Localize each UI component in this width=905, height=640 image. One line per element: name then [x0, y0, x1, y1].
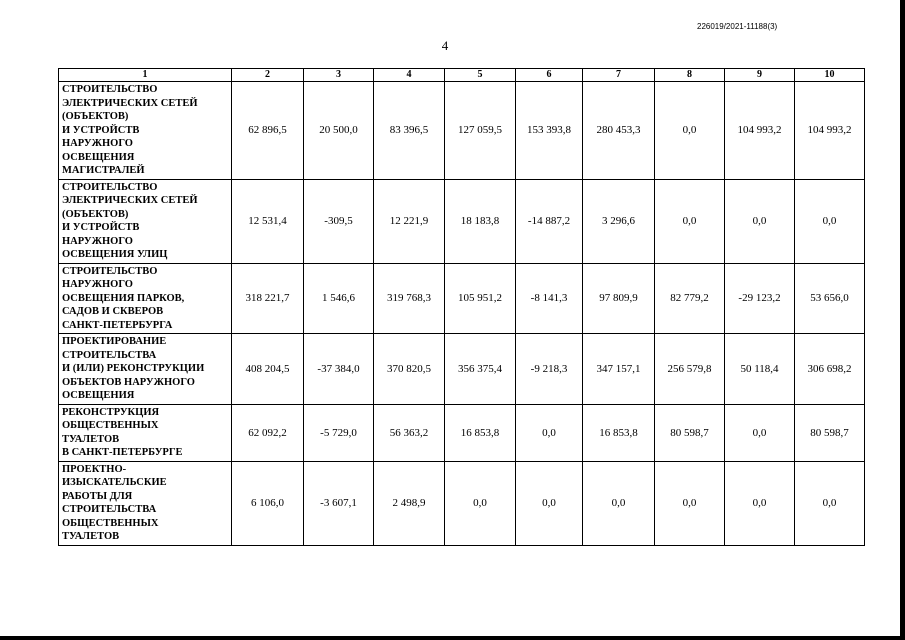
value-cell: 319 768,3: [374, 263, 445, 334]
value-cell: 408 204,5: [232, 334, 304, 405]
table-row: [59, 179, 865, 263]
row-name-cell: РЕКОНСТРУКЦИЯ ОБЩЕСТВЕННЫХ ТУАЛЕТОВ В САНКТ-ПЕТЕРБУРГЕ: [59, 404, 232, 461]
value-cell: 20 500,0: [304, 82, 374, 180]
value-cell: 62 092,2: [232, 404, 304, 461]
column-header: 6: [516, 69, 583, 82]
value-cell: -29 123,2: [725, 263, 795, 334]
value-cell: 0,0: [445, 461, 516, 545]
value-cell: 0,0: [725, 404, 795, 461]
value-cell: -309,5: [304, 179, 374, 263]
column-header: 1: [59, 69, 232, 82]
value-cell: -14 887,2: [516, 179, 583, 263]
page-number: 4: [441, 38, 449, 53]
value-cell: 0,0: [655, 82, 725, 180]
column-header: 5: [445, 69, 516, 82]
value-cell: 0,0: [725, 179, 795, 263]
row-name-cell: ПРОЕКТИРОВАНИЕ СТРОИТЕЛЬСТВА И (ИЛИ) РЕКОНСТРУКЦИИ ОБЪЕКТОВ НАРУЖНОГО ОСВЕЩЕНИЯ: [59, 334, 232, 405]
column-header: 4: [374, 69, 445, 82]
column-header: 3: [304, 69, 374, 82]
value-cell: 16 853,8: [445, 404, 516, 461]
value-cell: 12 531,4: [232, 179, 304, 263]
value-cell: 2 498,9: [374, 461, 445, 545]
column-header: 7: [583, 69, 655, 82]
value-cell: -5 729,0: [304, 404, 374, 461]
value-cell: 347 157,1: [583, 334, 655, 405]
value-cell: 280 453,3: [583, 82, 655, 180]
value-cell: 105 951,2: [445, 263, 516, 334]
table-body: [59, 82, 865, 546]
scan-edge-right: [900, 0, 905, 640]
column-header: 9: [725, 69, 795, 82]
value-cell: 97 809,9: [583, 263, 655, 334]
value-cell: 62 896,5: [232, 82, 304, 180]
value-cell: 0,0: [795, 461, 865, 545]
row-name-cell: СТРОИТЕЛЬСТВО НАРУЖНОГО ОСВЕЩЕНИЯ ПАРКОВ, САДОВ И СКВЕРОВ САНКТ-ПЕТЕРБУРГА: [59, 263, 232, 334]
value-cell: 370 820,5: [374, 334, 445, 405]
value-cell: 3 296,6: [583, 179, 655, 263]
value-cell: 0,0: [725, 461, 795, 545]
value-cell: 53 656,0: [795, 263, 865, 334]
value-cell: -9 218,3: [516, 334, 583, 405]
value-cell: 6 106,0: [232, 461, 304, 545]
value-cell: 83 396,5: [374, 82, 445, 180]
value-cell: 0,0: [583, 461, 655, 545]
value-cell: -8 141,3: [516, 263, 583, 334]
value-cell: 12 221,9: [374, 179, 445, 263]
value-cell: -37 384,0: [304, 334, 374, 405]
value-cell: 318 221,7: [232, 263, 304, 334]
value-cell: 80 598,7: [655, 404, 725, 461]
scan-edge-bottom: [0, 636, 905, 640]
value-cell: 153 393,8: [516, 82, 583, 180]
table-row: [59, 82, 865, 180]
table-row: [59, 404, 865, 461]
value-cell: -3 607,1: [304, 461, 374, 545]
budget-table: [58, 68, 865, 546]
value-cell: 18 183,8: [445, 179, 516, 263]
value-cell: 56 363,2: [374, 404, 445, 461]
value-cell: 127 059,5: [445, 82, 516, 180]
column-header: 2: [232, 69, 304, 82]
column-header: 10: [795, 69, 865, 82]
value-cell: 0,0: [655, 179, 725, 263]
column-number-row: [59, 69, 865, 82]
value-cell: 80 598,7: [795, 404, 865, 461]
document-id: 226019/2021-11188(3): [697, 22, 778, 31]
value-cell: 256 579,8: [655, 334, 725, 405]
table-row: [59, 263, 865, 334]
value-cell: 0,0: [516, 404, 583, 461]
value-cell: 0,0: [655, 461, 725, 545]
value-cell: 0,0: [516, 461, 583, 545]
value-cell: 50 118,4: [725, 334, 795, 405]
column-header: 8: [655, 69, 725, 82]
value-cell: 0,0: [795, 179, 865, 263]
value-cell: 104 993,2: [725, 82, 795, 180]
value-cell: 104 993,2: [795, 82, 865, 180]
table-row: [59, 334, 865, 405]
value-cell: 1 546,6: [304, 263, 374, 334]
row-name-cell: СТРОИТЕЛЬСТВО ЭЛЕКТРИЧЕСКИХ СЕТЕЙ (ОБЪЕКТОВ) И УСТРОЙСТВ НАРУЖНОГО ОСВЕЩЕНИЯ МАГИСТРАЛЕЙ: [59, 82, 232, 180]
value-cell: 356 375,4: [445, 334, 516, 405]
row-name-cell: ПРОЕКТНО- ИЗЫСКАТЕЛЬСКИЕ РАБОТЫ ДЛЯ СТРОИТЕЛЬСТВА ОБЩЕСТВЕННЫХ ТУАЛЕТОВ: [59, 461, 232, 545]
row-name-cell: СТРОИТЕЛЬСТВО ЭЛЕКТРИЧЕСКИХ СЕТЕЙ (ОБЪЕКТОВ) И УСТРОЙСТВ НАРУЖНОГО ОСВЕЩЕНИЯ УЛИЦ: [59, 179, 232, 263]
table-row: [59, 461, 865, 545]
value-cell: 16 853,8: [583, 404, 655, 461]
value-cell: 306 698,2: [795, 334, 865, 405]
value-cell: 82 779,2: [655, 263, 725, 334]
